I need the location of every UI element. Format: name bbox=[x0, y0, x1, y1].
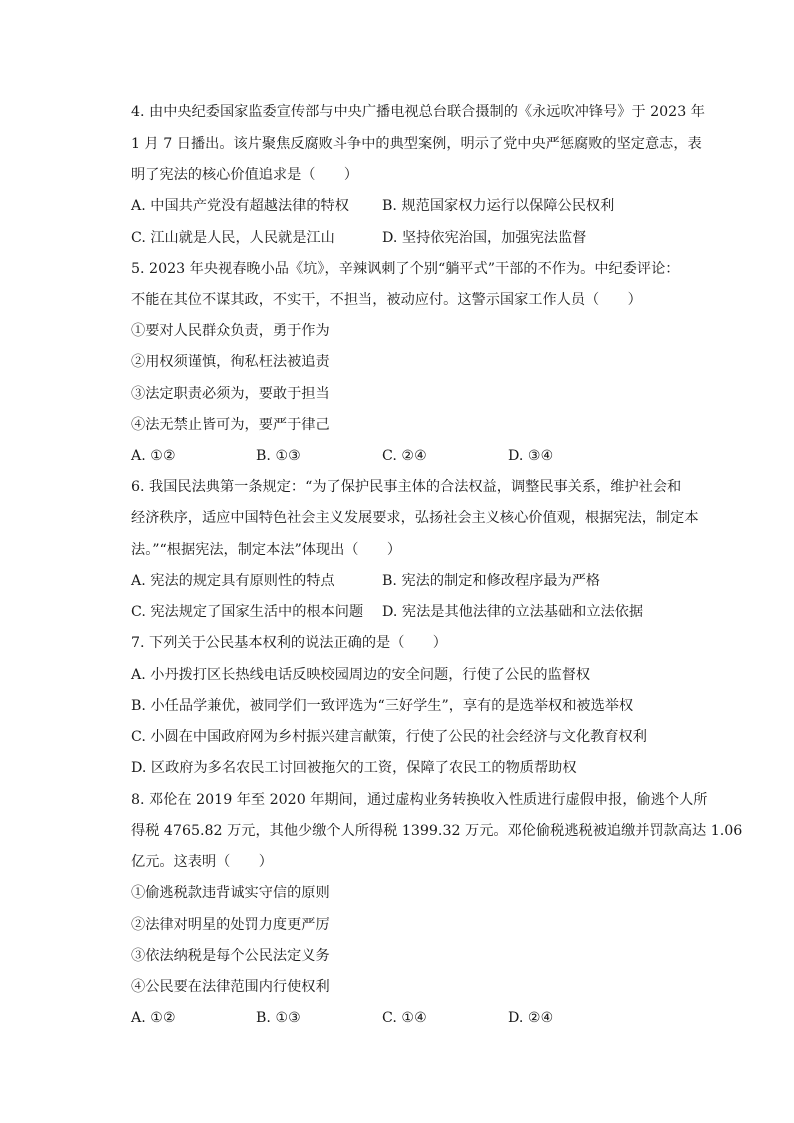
question-5-statement-1: ①要对人民群众负责，勇于作为 bbox=[131, 323, 330, 339]
question-8-statement-1: ①偷逃税款违背诚实守信的原则 bbox=[131, 885, 330, 901]
question-4-option-c[interactable]: C. 江山就是人民，人民就是江山 bbox=[131, 230, 335, 246]
question-6-option-a[interactable]: A. 宪法的规定具有原则性的特点 bbox=[131, 573, 335, 589]
question-5-option-c[interactable]: C. ②④ bbox=[382, 448, 427, 464]
question-5-option-b[interactable]: B. ①③ bbox=[256, 448, 301, 464]
question-5-statement-3: ③法定职责必须为，要敢于担当 bbox=[131, 386, 330, 402]
question-7-option-c[interactable]: C. 小圆在中国政府网为乡村振兴建言献策，行使了公民的社会经济与文化教育权利 bbox=[131, 729, 647, 745]
question-6-option-d[interactable]: D. 宪法是其他法律的立法基础和立法依据 bbox=[382, 604, 644, 620]
question-4-option-d[interactable]: D. 坚持依宪治国，加强宪法监督 bbox=[382, 230, 587, 246]
question-5-option-d[interactable]: D. ③④ bbox=[508, 448, 554, 464]
question-8-statement-4: ④公民要在法律范围内行使权利 bbox=[131, 979, 330, 995]
question-8-option-a[interactable]: A. ①② bbox=[131, 1010, 176, 1026]
question-6-line-1: 6. 我国民法典第一条规定：“为了保护民事主体的合法权益，调整民事关系，维护社会和 bbox=[131, 479, 682, 495]
question-6-option-b[interactable]: B. 宪法的制定和修改程序最为严格 bbox=[382, 573, 601, 589]
question-7-option-a[interactable]: A. 小丹拨打区长热线电话反映校园周边的安全问题，行使了公民的监督权 bbox=[131, 667, 591, 683]
question-4-option-a[interactable]: A. 中国共产党没有超越法律的特权 bbox=[131, 198, 349, 214]
question-6-option-c[interactable]: C. 宪法规定了国家生活中的根本问题 bbox=[131, 604, 364, 620]
question-7-option-b[interactable]: B. 小任品学兼优，被同学们一致评选为“三好学生”，享有的是选举权和被选举权 bbox=[131, 698, 634, 714]
question-8-line-2: 得税 4765.82 万元，其他少缴个人所得税 1399.32 万元。邓伦偷税逃税被追缴并罚款高达 1.06 bbox=[131, 823, 743, 839]
question-4-line-2: 1 月 7 日播出。该片聚焦反腐败斗争中的典型案例，明示了党中央严惩腐败的坚定意志，表 bbox=[131, 136, 702, 152]
question-8-statement-3: ③依法纳税是每个公民法定义务 bbox=[131, 948, 330, 964]
question-4-line-3: 明了宪法的核心价值追求是（ ） bbox=[131, 167, 359, 183]
question-5-option-a[interactable]: A. ①② bbox=[131, 448, 176, 464]
question-7-line-1: 7. 下列关于公民基本权利的说法正确的是（ ） bbox=[131, 635, 447, 651]
question-5-statement-2: ②用权须谨慎，徇私枉法被追责 bbox=[131, 354, 330, 370]
question-4-option-b[interactable]: B. 规范国家权力运行以保障公民权利 bbox=[382, 198, 615, 214]
question-6-line-3: 法。”“根据宪法，制定本法”体现出（ ） bbox=[131, 542, 402, 558]
question-6-line-2: 经济秩序，适应中国特色社会主义发展要求，弘扬社会主义核心价值观，根据宪法，制定本 bbox=[131, 510, 699, 526]
question-8-statement-2: ②法律对明星的处罚力度更严厉 bbox=[131, 917, 330, 933]
question-8-line-3: 亿元。这表明（ ） bbox=[131, 854, 273, 870]
question-5-statement-4: ④法无禁止皆可为，要严于律己 bbox=[131, 417, 330, 433]
question-7-option-d[interactable]: D. 区政府为多名农民工讨回被拖欠的工资，保障了农民工的物质帮助权 bbox=[131, 760, 577, 776]
question-8-option-d[interactable]: D. ②④ bbox=[508, 1010, 554, 1026]
question-5-line-1: 5. 2023 年央视春晚小品《坑》，辛辣讽刺了个别“躺平式”干部的不作为。中纪委评论： bbox=[131, 261, 680, 277]
question-8-option-b[interactable]: B. ①③ bbox=[256, 1010, 301, 1026]
question-5-line-2: 不能在其位不谋其政，不实干，不担当，被动应付。这警示国家工作人员（ ） bbox=[131, 292, 642, 308]
question-8-option-c[interactable]: C. ①④ bbox=[382, 1010, 427, 1026]
question-8-line-1: 8. 邓伦在 2019 年至 2020 年期间，通过虚构业务转换收入性质进行虚假申报，偷逃个人所 bbox=[131, 792, 708, 808]
question-4-line-1: 4. 由中央纪委国家监委宣传部与中央广播电视总台联合摄制的《永远吹冲锋号》于 2023 年 bbox=[131, 104, 705, 120]
